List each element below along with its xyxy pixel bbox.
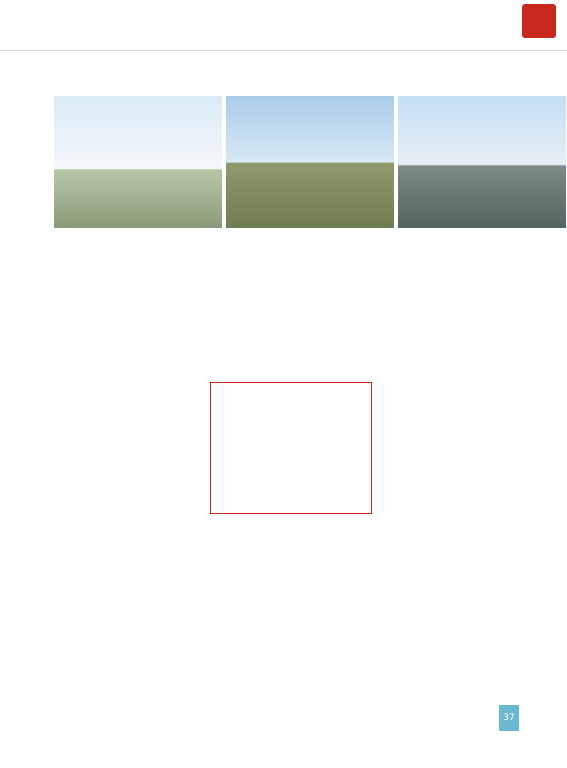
magazine-logo: [522, 4, 556, 38]
header-rule: [0, 50, 567, 51]
pull-quote: [210, 382, 372, 514]
photo-2: [226, 96, 394, 228]
page-number: 37: [499, 705, 519, 731]
photo-3: [398, 96, 566, 228]
photo-1: [54, 96, 222, 228]
page-header: [0, 0, 567, 60]
